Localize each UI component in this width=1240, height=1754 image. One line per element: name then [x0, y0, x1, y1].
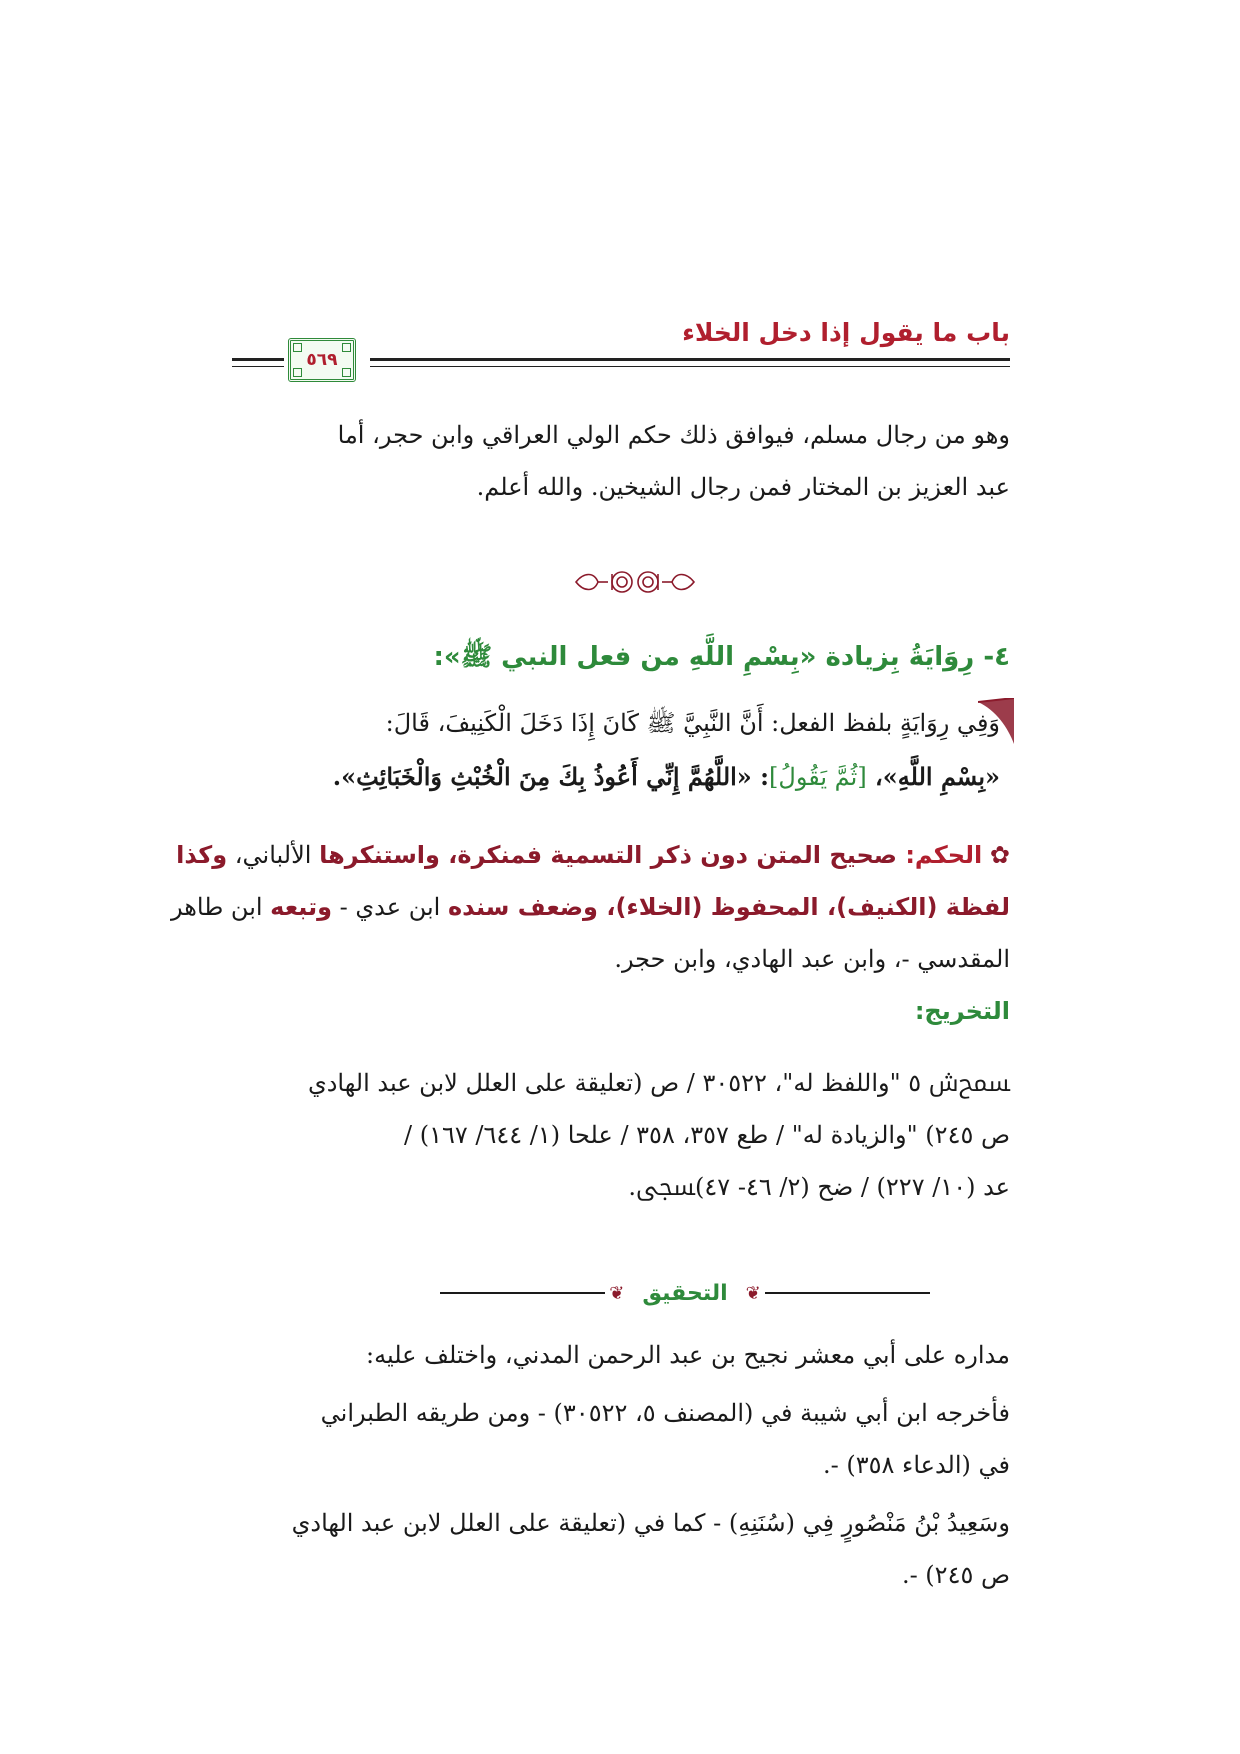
separator-ornament-icon: ❦ [609, 1282, 625, 1304]
ruling-text-d: لفظة (الكنيف)، المحفوظ (الخلاء)، وضعف سنده [447, 893, 1010, 921]
ornament-divider-icon [570, 560, 700, 604]
ruling-text-a: صحيح المتن دون ذكر التسمية فمنكرة، واستنكرها [319, 841, 906, 869]
section-heading: ٤- رِوَايَةُ بِزيادة «بِسْمِ اللَّهِ من فعل النبي ﷺ»: [433, 642, 1010, 672]
tahqiq-line-5: ص ٢٤٥) -. [901, 1561, 1010, 1589]
ruling-text-c: وكذا [176, 841, 228, 869]
ruling-line-1 [176, 838, 1010, 872]
hadith-addition: [ثُمَّ يَقُولُ] [769, 763, 867, 791]
tahqiq-line-2: فأخرجه ابن أبي شيبة في (المصنف ٥، ٣٠٥٢٢) - ومن طريقه الطبراني [320, 1399, 1010, 1427]
ruling-line-2 [170, 890, 1010, 924]
ruling-text-g: ابن طاهر [170, 893, 271, 921]
separator-bar-right [765, 1292, 930, 1294]
ruling-text-e: ابن عدي - [332, 893, 448, 921]
takhrij-line-2: ص ٢٤٥) "والزيادة له" / طع ٣٥٧، ٣٥٨ / علحا (١/ ٦٤٤/ ١٦٧) / [404, 1121, 1010, 1149]
intro-line-1: وهو من رجال مسلم، فيوافق ذلك حكم الولي العراقي وابن حجر، أما [337, 421, 1010, 449]
ruling-text-f: وتبعه [270, 893, 332, 921]
tahqiq-label: التحقيق [642, 1280, 728, 1306]
header-rule-left-thin [232, 366, 284, 367]
ruling-text-b: الألباني، [227, 841, 320, 869]
header-rule-thin [370, 366, 1010, 367]
tahqiq-line-4: وسَعِيدُ بْنُ مَنْصُورٍ فِي (سُنَنِهِ) - كما في (تعليقة على العلل لابن عبد الهادي [291, 1509, 1010, 1537]
separator-ornament-icon: ❦ [745, 1282, 761, 1304]
header-rule-left [232, 358, 284, 361]
ruling-label: الحكم: [905, 841, 983, 869]
intro-line-2: عبد العزيز بن المختار فمن رجال الشيخين. والله أعلم. [476, 473, 1010, 501]
tahqiq-separator [440, 1278, 930, 1308]
header-rule [370, 358, 1010, 361]
takhrij-line-1: ﵟش ٥ "واللفظ له"، ٣٠٥٢٢ / ص (تعليقة على العلل لابن عبد الهادي [307, 1069, 1010, 1097]
hadith-line-2 [230, 760, 1000, 794]
tahqiq-line-1: مداره على أبي معشر نجيح بن عبد الرحمن المدني، واختلف عليه: [366, 1341, 1010, 1369]
ruling-line-3: المقدسي -، وابن عبد الهادي، وابن حجر. [614, 945, 1010, 973]
takhrij-line-3: عد (١٠/ ٢٢٧) / ضح (٢/ ٤٦- ٤٧)ﵞ. [628, 1173, 1010, 1201]
page-number-box [288, 338, 356, 382]
hadith-line-1: وَفِي رِوَايَةٍ بلفظ الفعل: أَنَّ النَّبِيَّ ﷺ كَانَ إِذَا دَخَلَ الْكَنِيفَ، قَالَ: [385, 709, 1000, 737]
page-number: ٥٦٩ [306, 350, 338, 370]
flower-icon: ✿ [982, 841, 1010, 869]
separator-bar-left [440, 1292, 605, 1294]
hadith-basmala: «بِسْمِ اللَّهِ»، [866, 762, 1000, 791]
takhrij-label: التخريج: [914, 997, 1010, 1025]
chapter-title: باب ما يقول إذا دخل الخلاء [682, 318, 1010, 347]
tahqiq-line-3: في (الدعاء ٣٥٨) -. [823, 1451, 1010, 1479]
hadith-dua: : «اللَّهُمَّ إِنِّي أَعُوذُ بِكَ مِنَ الْخُبْثِ وَالْخَبَائِثِ». [332, 762, 770, 791]
